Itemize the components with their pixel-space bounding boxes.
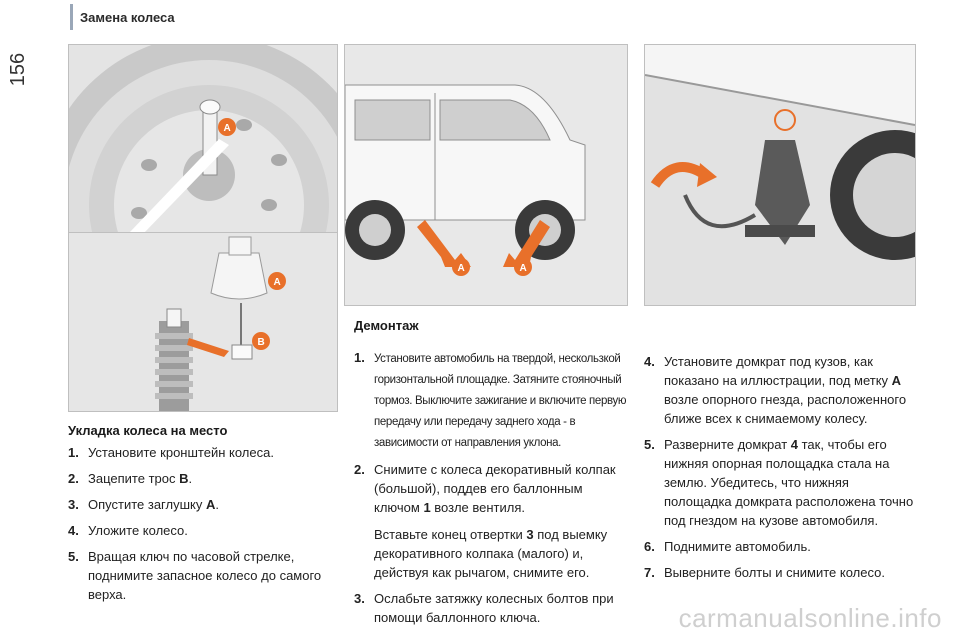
step-bold: B [179, 471, 189, 486]
step-number: 1. [68, 445, 79, 460]
header-title: Замена колеса [80, 10, 175, 25]
step-text: . [188, 471, 193, 486]
list-item [354, 348, 630, 453]
step-number: 2. [354, 462, 365, 477]
list-item [644, 563, 920, 582]
list-item [644, 435, 920, 530]
figure3-label-a1: A [457, 263, 465, 274]
step-text: под выемку декоративного колпака (малого) и, действуя как рычагом, снимите его. [374, 527, 608, 580]
list-item [68, 469, 336, 488]
list-item [644, 537, 920, 556]
left-section-title: Укладка колеса на место [68, 423, 228, 438]
step-number: 7. [644, 565, 655, 580]
step-text: Вращая ключ по часовой стрелке, поднимите запасное колесо до самого верха. [88, 549, 322, 602]
step-number: 3. [68, 497, 79, 512]
figure-van-side [344, 44, 628, 306]
page-number [8, 44, 48, 104]
middle-section-title: Демонтаж [354, 318, 419, 333]
step-text: Уложите колесо. [88, 523, 188, 538]
step-number: 5. [68, 549, 79, 564]
winch-illustration [69, 233, 337, 411]
step-text: Снимите с колеса декоративный колпак (большой), поддев его баллонным ключом [374, 462, 616, 515]
figure-jack [644, 44, 916, 306]
spare-wheel-illustration [69, 45, 337, 233]
step-bold: A [891, 373, 902, 388]
step-text: Зацепите трос [88, 471, 180, 486]
figure1-label-a: A [223, 123, 231, 134]
step-text: Опустите заглушку [88, 497, 206, 512]
jack-illustration [645, 45, 915, 305]
list-item [68, 495, 336, 514]
page-number-text: 156 [7, 52, 30, 87]
step-number: 6. [644, 539, 655, 554]
step-number: 4. [644, 354, 655, 369]
watermark: carmanualsonline.info [678, 603, 942, 633]
figure2-label-b: B [257, 337, 265, 348]
list-item [68, 547, 336, 604]
right-steps-list [644, 352, 920, 589]
header-accent-bar [70, 4, 73, 30]
step-text: так, чтобы его нижняя опорная полощадка стала на землю. Убедитесь, что нижняя полощадка домкрата расположена точно под гнездом на кузове автомобиля. [664, 437, 914, 528]
step-text: Установите кронштейн колеса. [88, 445, 274, 460]
step-text: Ослабьте затяжку колесных болтов при помощи баллонного ключа. [374, 591, 614, 625]
step-bold: 3 [526, 527, 534, 542]
step-text: . [215, 497, 219, 512]
figure-spare-wheel-top [68, 44, 338, 234]
step-number: 5. [644, 437, 655, 452]
step-text: Поднимите автомобиль. [664, 539, 811, 554]
step-paragraph [374, 525, 630, 582]
step-text: возле вентиля. [430, 500, 525, 515]
step-text: Установите домкрат под кузов, как показано на иллюстрации, под метку [664, 354, 892, 388]
van-illustration [345, 45, 627, 305]
list-item [354, 589, 630, 627]
left-steps-list [68, 443, 336, 611]
figure-winch-detail [68, 232, 338, 412]
step-bold: A [205, 497, 216, 512]
list-item [68, 443, 336, 462]
step-text: возле опорного гнезда, расположенного ближе всех к снимаемому колесу. [664, 392, 907, 426]
step-text: Вставьте конец отвертки [374, 527, 527, 542]
step-text: Разверните домкрат [664, 437, 791, 452]
figure2-label-a: A [273, 277, 281, 288]
figure3-label-a2: A [519, 263, 527, 274]
list-item [644, 352, 920, 428]
step-text: Выверните болты и снимите колесо. [664, 565, 885, 580]
step-number: 2. [68, 471, 79, 486]
list-item [68, 521, 336, 540]
step-number: 3. [354, 591, 365, 606]
step-number: 4. [68, 523, 79, 538]
step-bold: 1 [423, 500, 431, 515]
step-bold: 4 [790, 437, 799, 452]
step-number: 1. [354, 350, 365, 365]
step-text: Установите автомобиль на твердой, нескользкой горизонтальной площадке. Затяните стояночный тормоз. Выключите зажигание и включите первую передачу или передачу заднего хода - в зависимости от направления уклона. [374, 353, 627, 449]
middle-steps-list [354, 348, 630, 634]
list-item [354, 460, 630, 582]
